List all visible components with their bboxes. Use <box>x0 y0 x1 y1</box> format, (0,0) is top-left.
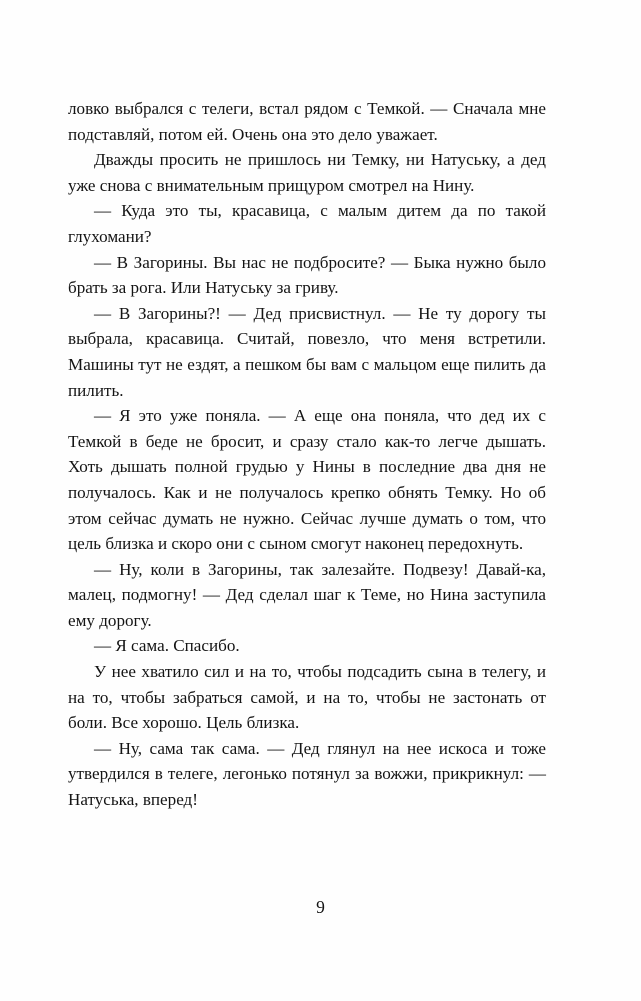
paragraph: — Я сама. Спасибо. <box>94 636 240 656</box>
paragraph: ловко выбрался с телеги, встал рядом с Темкой. — Сначала мне подставляй, потом ей. Очень она это дело уважает. <box>68 99 546 144</box>
paragraph: — В Загорины. Вы нас не подбросите? — Быка нужно было брать за рога. Или Натуську за гриву. <box>68 252 546 298</box>
paragraph: — Ну, коли в Загорины, так залезайте. Подвезу! Давай-ка, малец, подмогну! — Дед сделал шаг к Теме, но Нина заступила ему дорогу. <box>68 559 546 630</box>
paragraph: — В Загорины?! — Дед присвистнул. — Не ту дорогу ты выбрала, красавица. Считай, повезло, что меня встретили. Машины тут не ездят, а пешком бы вам с мальцом еще пилить да пилить. <box>68 303 546 400</box>
paragraph: — Куда это ты, красавица, с малым дитем да по такой глухомани? <box>68 201 546 246</box>
paragraph: — Я это уже поняла. — А еще она поняла, что дед их с Темкой в беде не бросит, и сразу стало как-то легче дышать. Хоть дышать полной грудью у Нины в последние два дня не получалось. Как и не получалось крепко обнять Темку. Но об этом сейчас думать не нужно. Сейчас лучше думать о том, что цель близка и скоро они с сыном смогут наконец передохнуть. <box>68 406 546 554</box>
paragraph: У нее хватило сил и на то, чтобы подсадить сына в телегу, и на то, чтобы забраться самой, и на то, чтобы не застонать от боли. Все хорошо. Цель близка. <box>68 662 546 733</box>
page-text-column <box>68 96 546 813</box>
paragraph: — Ну, сама так сама. — Дед глянул на нее искоса и тоже утвердился в телеге, легонько потянул за вожжи, прикрикнул: — Натуська, вперед! <box>68 738 546 810</box>
page-number: 9 <box>316 897 325 917</box>
paragraph: Дважды просить не пришлось ни Темку, ни Натуську, а дед уже снова с внимательным прищуром смотрел на Нину. <box>68 150 546 195</box>
